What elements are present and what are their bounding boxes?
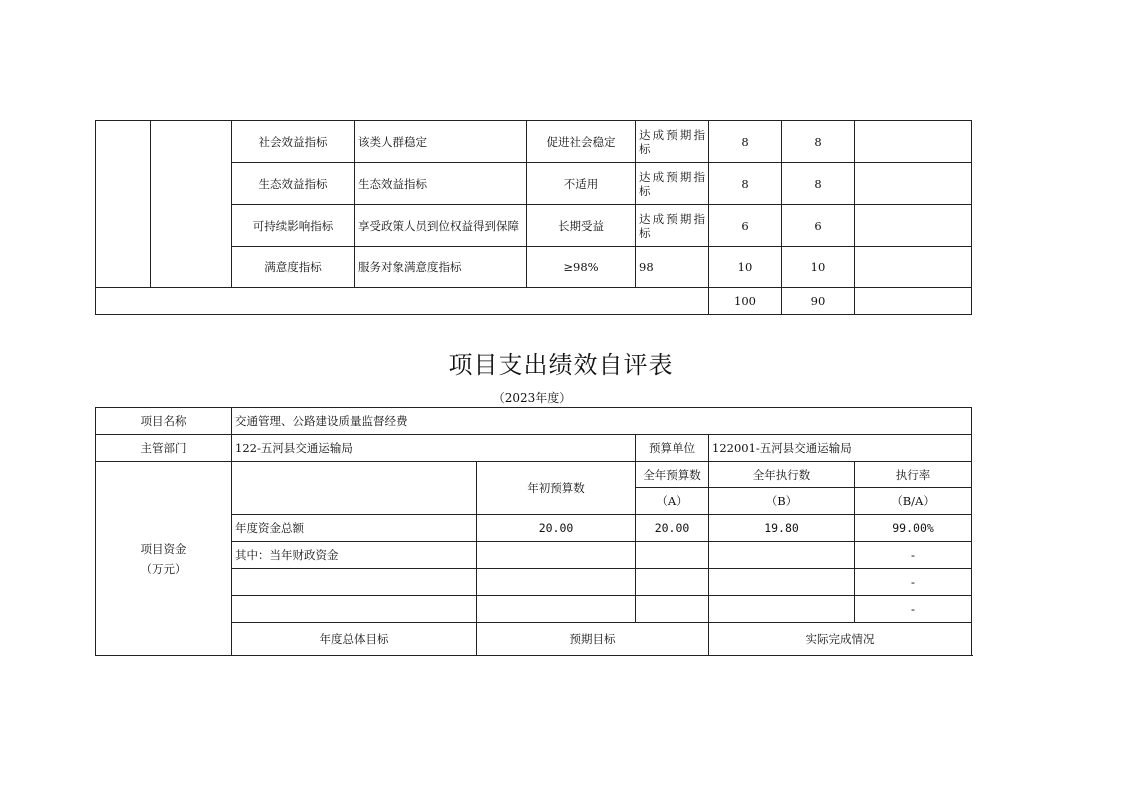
fund-budget bbox=[636, 596, 709, 623]
expected-goal-header: 预期目标 bbox=[477, 623, 709, 656]
indicator-note bbox=[855, 247, 972, 288]
indicator-weight: 6 bbox=[709, 205, 782, 247]
indicator-type: 社会效益指标 bbox=[232, 121, 355, 163]
fund-initial bbox=[477, 569, 636, 596]
indicator-weight: 10 bbox=[709, 247, 782, 288]
indicator-score: 8 bbox=[782, 121, 855, 163]
evaluation-table bbox=[95, 407, 972, 656]
fund-budget bbox=[636, 569, 709, 596]
project-name-value: 交通管理、公路建设质量监督经费 bbox=[232, 408, 972, 435]
indicator-table bbox=[95, 120, 972, 315]
fund-rate: 99.00% bbox=[855, 515, 972, 542]
actual-completion-header: 实际完成情况 bbox=[709, 623, 972, 656]
fund-initial: 20.00 bbox=[477, 515, 636, 542]
indicator-target: 不适用 bbox=[527, 163, 636, 205]
indicator-content: 生态效益指标 bbox=[355, 163, 527, 205]
fund-row-label: 年度资金总额 bbox=[232, 515, 477, 542]
full-exec-header: 全年执行数 bbox=[709, 462, 855, 488]
indicator-note bbox=[855, 163, 972, 205]
indicator-score: 8 bbox=[782, 163, 855, 205]
total-row bbox=[96, 288, 972, 315]
indicator-target: 长期受益 bbox=[527, 205, 636, 247]
fund-exec bbox=[709, 542, 855, 569]
indicator-target: ≥98% bbox=[527, 247, 636, 288]
fund-rate: - bbox=[855, 542, 972, 569]
indicator-type: 可持续影响指标 bbox=[232, 205, 355, 247]
table-row bbox=[96, 408, 972, 435]
budget-unit-label: 预算单位 bbox=[636, 435, 709, 462]
subheader-a: （A） bbox=[636, 488, 709, 515]
indicator-content: 该类人群稳定 bbox=[355, 121, 527, 163]
fund-budget: 20.00 bbox=[636, 515, 709, 542]
fund-budget bbox=[636, 542, 709, 569]
funds-label bbox=[96, 462, 232, 656]
fund-initial bbox=[477, 596, 636, 623]
indicator-target: 促进社会稳定 bbox=[527, 121, 636, 163]
fund-exec: 19.80 bbox=[709, 515, 855, 542]
indicator-note bbox=[855, 205, 972, 247]
funds-label-line1: 项目资金 bbox=[140, 541, 187, 556]
indicator-actual: 达成预期指标 bbox=[636, 163, 709, 205]
indicator-note bbox=[855, 121, 972, 163]
fund-row-label bbox=[232, 569, 477, 596]
indicator-weight: 8 bbox=[709, 121, 782, 163]
indicator-actual: 达成预期指标 bbox=[636, 205, 709, 247]
indicator-actual: 达成预期指标 bbox=[636, 121, 709, 163]
fund-exec bbox=[709, 569, 855, 596]
total-score: 90 bbox=[782, 288, 855, 315]
subheader-b: （B） bbox=[709, 488, 855, 515]
total-label-cell bbox=[96, 288, 709, 315]
merged-cell bbox=[96, 121, 151, 288]
fund-row-label: 其中：当年财政资金 bbox=[232, 542, 477, 569]
merged-cell bbox=[151, 121, 232, 288]
fund-rate: - bbox=[855, 596, 972, 623]
fund-initial bbox=[477, 542, 636, 569]
dept-label: 主管部门 bbox=[96, 435, 232, 462]
fund-row-label bbox=[232, 596, 477, 623]
indicator-content: 服务对象满意度指标 bbox=[355, 247, 527, 288]
indicator-type: 满意度指标 bbox=[232, 247, 355, 288]
page-title: 项目支出绩效自评表 bbox=[448, 351, 674, 379]
subheader-ba: （B/A） bbox=[855, 488, 972, 515]
indicator-type: 生态效益指标 bbox=[232, 163, 355, 205]
header-blank bbox=[232, 462, 477, 515]
total-note bbox=[855, 288, 972, 315]
year-subtitle: （2023年度） bbox=[492, 391, 572, 405]
indicator-score: 6 bbox=[782, 205, 855, 247]
table-row bbox=[96, 121, 972, 163]
indicator-weight: 8 bbox=[709, 163, 782, 205]
funds-label-line2: （万元） bbox=[140, 561, 187, 576]
table-row bbox=[96, 435, 972, 462]
project-name-label: 项目名称 bbox=[96, 408, 232, 435]
indicator-actual: 98 bbox=[636, 247, 709, 288]
dept-value: 122-五河县交通运输局 bbox=[232, 435, 636, 462]
fund-rate: - bbox=[855, 569, 972, 596]
total-weight: 100 bbox=[709, 288, 782, 315]
fund-exec bbox=[709, 596, 855, 623]
indicator-score: 10 bbox=[782, 247, 855, 288]
full-budget-header: 全年预算数 bbox=[636, 462, 709, 488]
indicator-content: 享受政策人员到位权益得到保障 bbox=[355, 205, 527, 247]
budget-unit-value: 122001-五河县交通运输局 bbox=[709, 435, 972, 462]
initial-budget-header: 年初预算数 bbox=[477, 462, 636, 515]
annual-goal-label: 年度总体目标 bbox=[232, 623, 477, 656]
rate-header: 执行率 bbox=[855, 462, 972, 488]
table-row bbox=[96, 462, 972, 488]
